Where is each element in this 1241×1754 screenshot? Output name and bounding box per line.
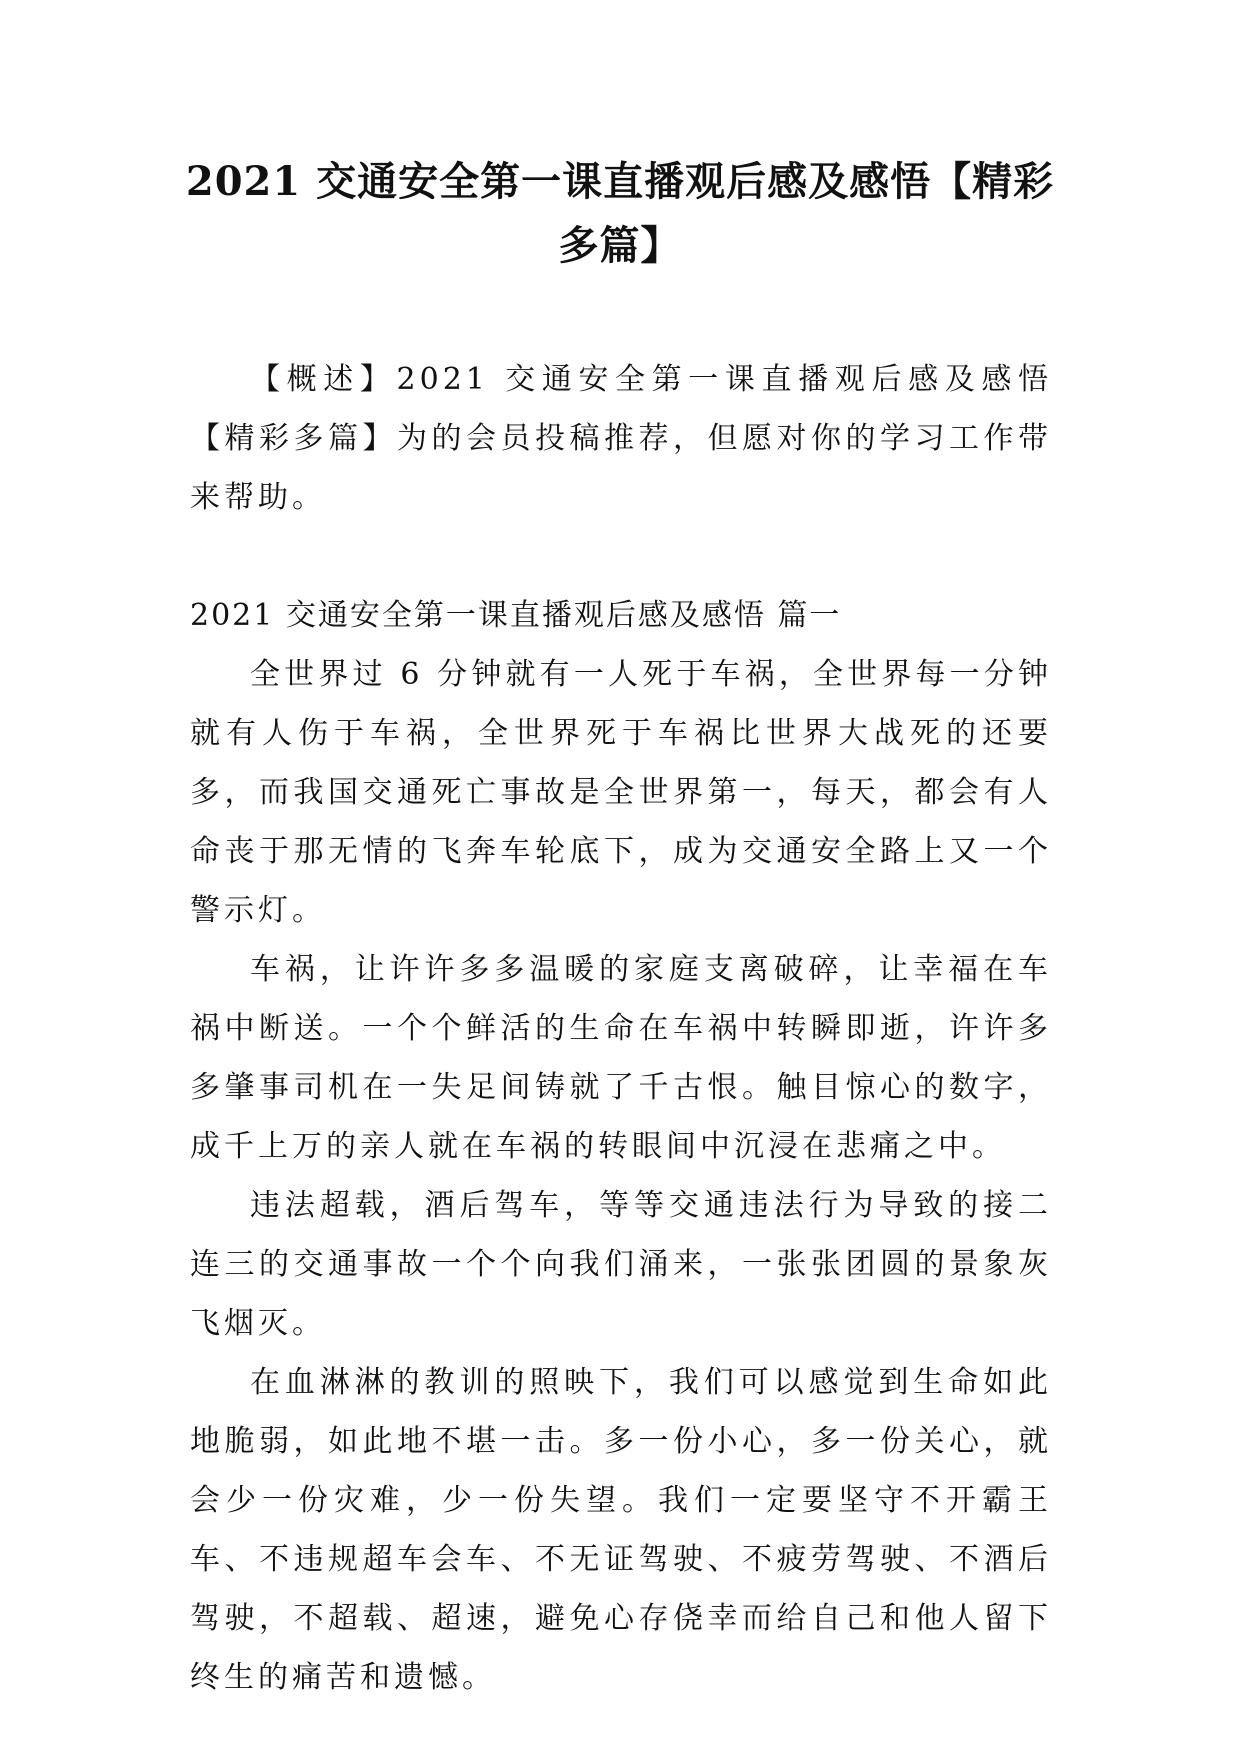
section-heading: 2021 交通安全第一课直播观后感及感悟 篇一 (190, 598, 842, 633)
document-body (190, 350, 1052, 1707)
body-paragraph: 车祸，让许许多多温暖的家庭支离破碎，让幸福在车祸中断送。一个个鲜活的生命在车祸中转瞬即逝，许许多多肇事司机在一失足间铸就了千古恨。触目惊心的数字，成千上万的亲人就在车祸的转眼间中沉浸在悲痛之中。 (190, 952, 1052, 1164)
body-paragraph: 违法超载，酒后驾车，等等交通违法行为导致的接二连三的交通事故一个个向我们涌来，一张张团圆的景象灰飞烟灭。 (190, 1188, 1052, 1341)
summary-paragraph: 【概述】2021 交通安全第一课直播观后感及感悟【精彩多篇】为的会员投稿推荐，但愿对你的学习工作带来帮助。 (190, 362, 1052, 515)
document-title: 2021 交通安全第一课直播观后感及感悟【精彩多篇】 (185, 158, 1055, 269)
body-paragraph: 全世界过 6 分钟就有一人死于车祸，全世界每一分钟就有人伤于车祸，全世界死于车祸比世界大战死的还要多，而我国交通死亡事故是全世界第一，每天，都会有人命丧于那无情的飞奔车轮底下，成为交通安全路上又一个警示灯。 (190, 657, 1052, 928)
body-paragraph: 在血淋淋的教训的照映下，我们可以感觉到生命如此地脆弱，如此地不堪一击。多一份小心，多一份关心，就会少一份灾难，少一份失望。我们一定要坚守不开霸王车、不违规超车会车、不无证驾驶、不疲劳驾驶、不酒后驾驶，不超载、超速，避免心存侥幸而给自己和他人留下终生的痛苦和遗憾。 (190, 1365, 1052, 1695)
